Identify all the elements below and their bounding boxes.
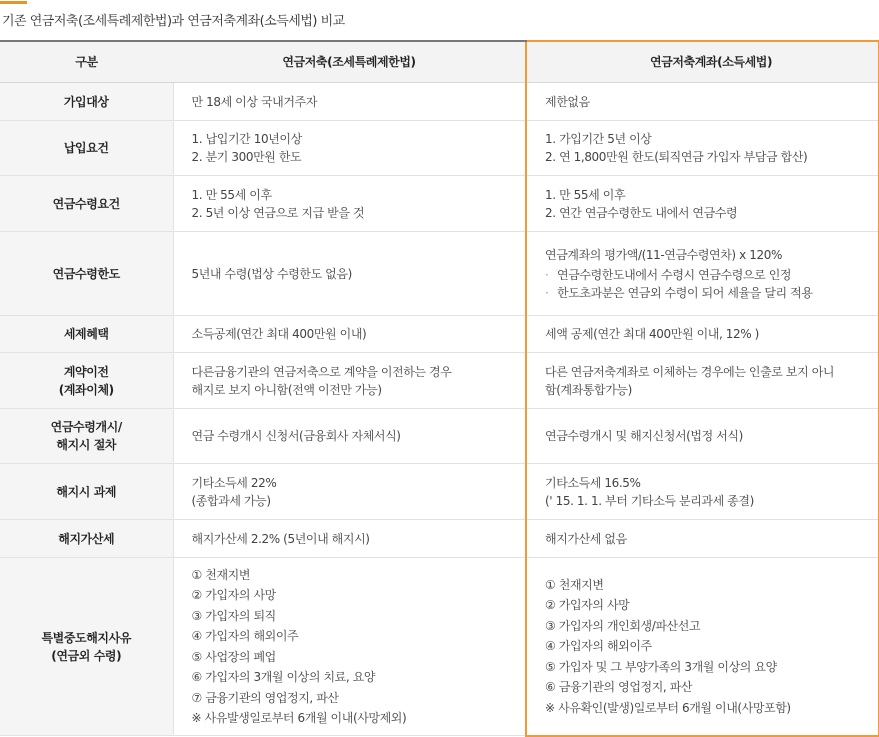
- header-old-pension: 연금저축(조세특례제한법): [173, 41, 526, 83]
- list-item: ① 천재지변: [545, 577, 604, 592]
- old-cell: 소득공제(연간 최대 400만원 이내): [173, 316, 526, 353]
- new-cell: 해지가산세 없음: [526, 520, 879, 558]
- new-cell: 1. 만 55세 이후 2. 연간 연금수령한도 내에서 연금수령: [526, 176, 879, 232]
- list-item: ⑤ 가입자 및 그 부양가족의 3개월 이상의 요양: [545, 659, 777, 674]
- table-row: [0, 464, 879, 520]
- new-cell: [526, 558, 879, 736]
- table-row: [0, 83, 879, 121]
- new-cell: 제한없음: [526, 83, 879, 121]
- row-label: 연금수령한도: [0, 232, 173, 316]
- new-cell: 연금계좌의 평가액/(11-연금수령연차) x 120% · 연금수령한도내에서 수령시 연금수령으로 인정 · 한도초과분은 연금외 수령이 되어 세율을 달리 적용: [526, 232, 879, 316]
- list-item: ① 천재지변: [191, 567, 251, 582]
- list-item: ⑥ 가입자의 3개월 이상의 치료, 요양: [191, 670, 376, 684]
- table-row: [0, 232, 879, 316]
- row-label: 연금수령요건: [0, 176, 173, 232]
- old-cell: 만 18세 이상 국내거주자: [173, 83, 526, 121]
- list-item: ② 가입자의 사망: [191, 588, 276, 602]
- new-cell: 세액 공제(연간 최대 400만원 이내, 12% ): [526, 316, 879, 353]
- bullet-item: · 한도초과분은 연금외 수령이 되어 세율을 달리 적용: [545, 285, 813, 300]
- row-label: 특별중도해지사유 (연금외 수령): [0, 558, 173, 736]
- table-row: [0, 353, 879, 409]
- old-cell: 5년내 수령(법상 수령한도 없음): [173, 232, 526, 316]
- old-cell: 1. 만 55세 이후 2. 5년 이상 연금으로 지급 받을 것: [173, 176, 526, 232]
- table-row: [0, 409, 879, 464]
- row-label: 납입요건: [0, 121, 173, 176]
- table-row: [0, 520, 879, 558]
- title-accent-line: [0, 1, 27, 4]
- bullet-item: · 연금수령한도내에서 수령시 연금수령으로 인정: [545, 267, 792, 282]
- old-cell: 해지가산세 2.2% (5년이내 해지시): [173, 520, 526, 558]
- old-cell: [173, 558, 526, 736]
- table-row: [0, 316, 879, 353]
- new-cell: 기타소득세 16.5% (' 15. 1. 1. 부터 기타소득 분리과세 종결): [526, 464, 879, 520]
- row-label: 해지시 과제: [0, 464, 173, 520]
- list-item: ※ 사유확인(발생)일로부터 6개월 이내(사망포함): [545, 700, 791, 715]
- comparison-table: [0, 40, 879, 737]
- table-row: [0, 558, 879, 736]
- list-item: ③ 가입자의 개인회생/파산선고: [545, 618, 701, 633]
- list-item: ④ 가입자의 해외이주: [545, 639, 652, 653]
- row-label: 해지가산세: [0, 520, 173, 558]
- table-header-row: [0, 41, 879, 83]
- page-title: 기존 연금저축(조세특례제한법)과 연금저축계좌(소득세법) 비교: [2, 14, 345, 29]
- list-item: ③ 가입자의 퇴직: [191, 608, 276, 623]
- list-item: ⑥ 금융기관의 영업정지, 파산: [545, 680, 693, 694]
- bullet-dot-icon: ·: [545, 267, 549, 282]
- row-label: 세제혜택: [0, 316, 173, 353]
- list-item: ⑦ 금융기관의 영업정지, 파산: [191, 690, 339, 705]
- list-item: ※ 사유발생일로부터 6개월 이내(사망제외): [191, 711, 407, 725]
- list-item: ② 가입자의 사망: [545, 598, 630, 612]
- list-item: ④ 가입자의 해외이주: [191, 629, 299, 643]
- table-row: [0, 176, 879, 232]
- row-label: 계약이전 (계좌이체): [0, 353, 173, 409]
- new-cell: 다른 연금저축계좌로 이체하는 경우에는 인출로 보지 아니 함(계좌통합가능): [526, 353, 879, 409]
- new-cell: 연금수령개시 및 해지신청서(법정 서식): [526, 409, 879, 464]
- new-cell: 1. 가입기간 5년 이상 2. 연 1,800만원 한도(퇴직연금 가입자 부담금 합산): [526, 121, 879, 176]
- row-label: 가입대상: [0, 83, 173, 121]
- old-cell: 다른금융기관의 연금저축으로 계약을 이전하는 경우 해지로 보지 아니함(전액 이전만 가능): [173, 353, 526, 409]
- bullet-dot-icon: ·: [545, 285, 549, 300]
- list-item: ⑤ 사업장의 폐업: [191, 649, 276, 664]
- row-label: 연금수령개시/ 해지시 절차: [0, 409, 173, 464]
- old-cell: 1. 납입기간 10년이상 2. 분기 300만원 한도: [173, 121, 526, 176]
- table-row: [0, 121, 879, 176]
- old-cell: 기타소득세 22% (종합과세 가능): [173, 464, 526, 520]
- header-category: 구분: [0, 41, 173, 83]
- old-cell: 연금 수령개시 신청서(금융회사 자체서식): [173, 409, 526, 464]
- header-new-pension: 연금저축계좌(소득세법): [526, 41, 879, 83]
